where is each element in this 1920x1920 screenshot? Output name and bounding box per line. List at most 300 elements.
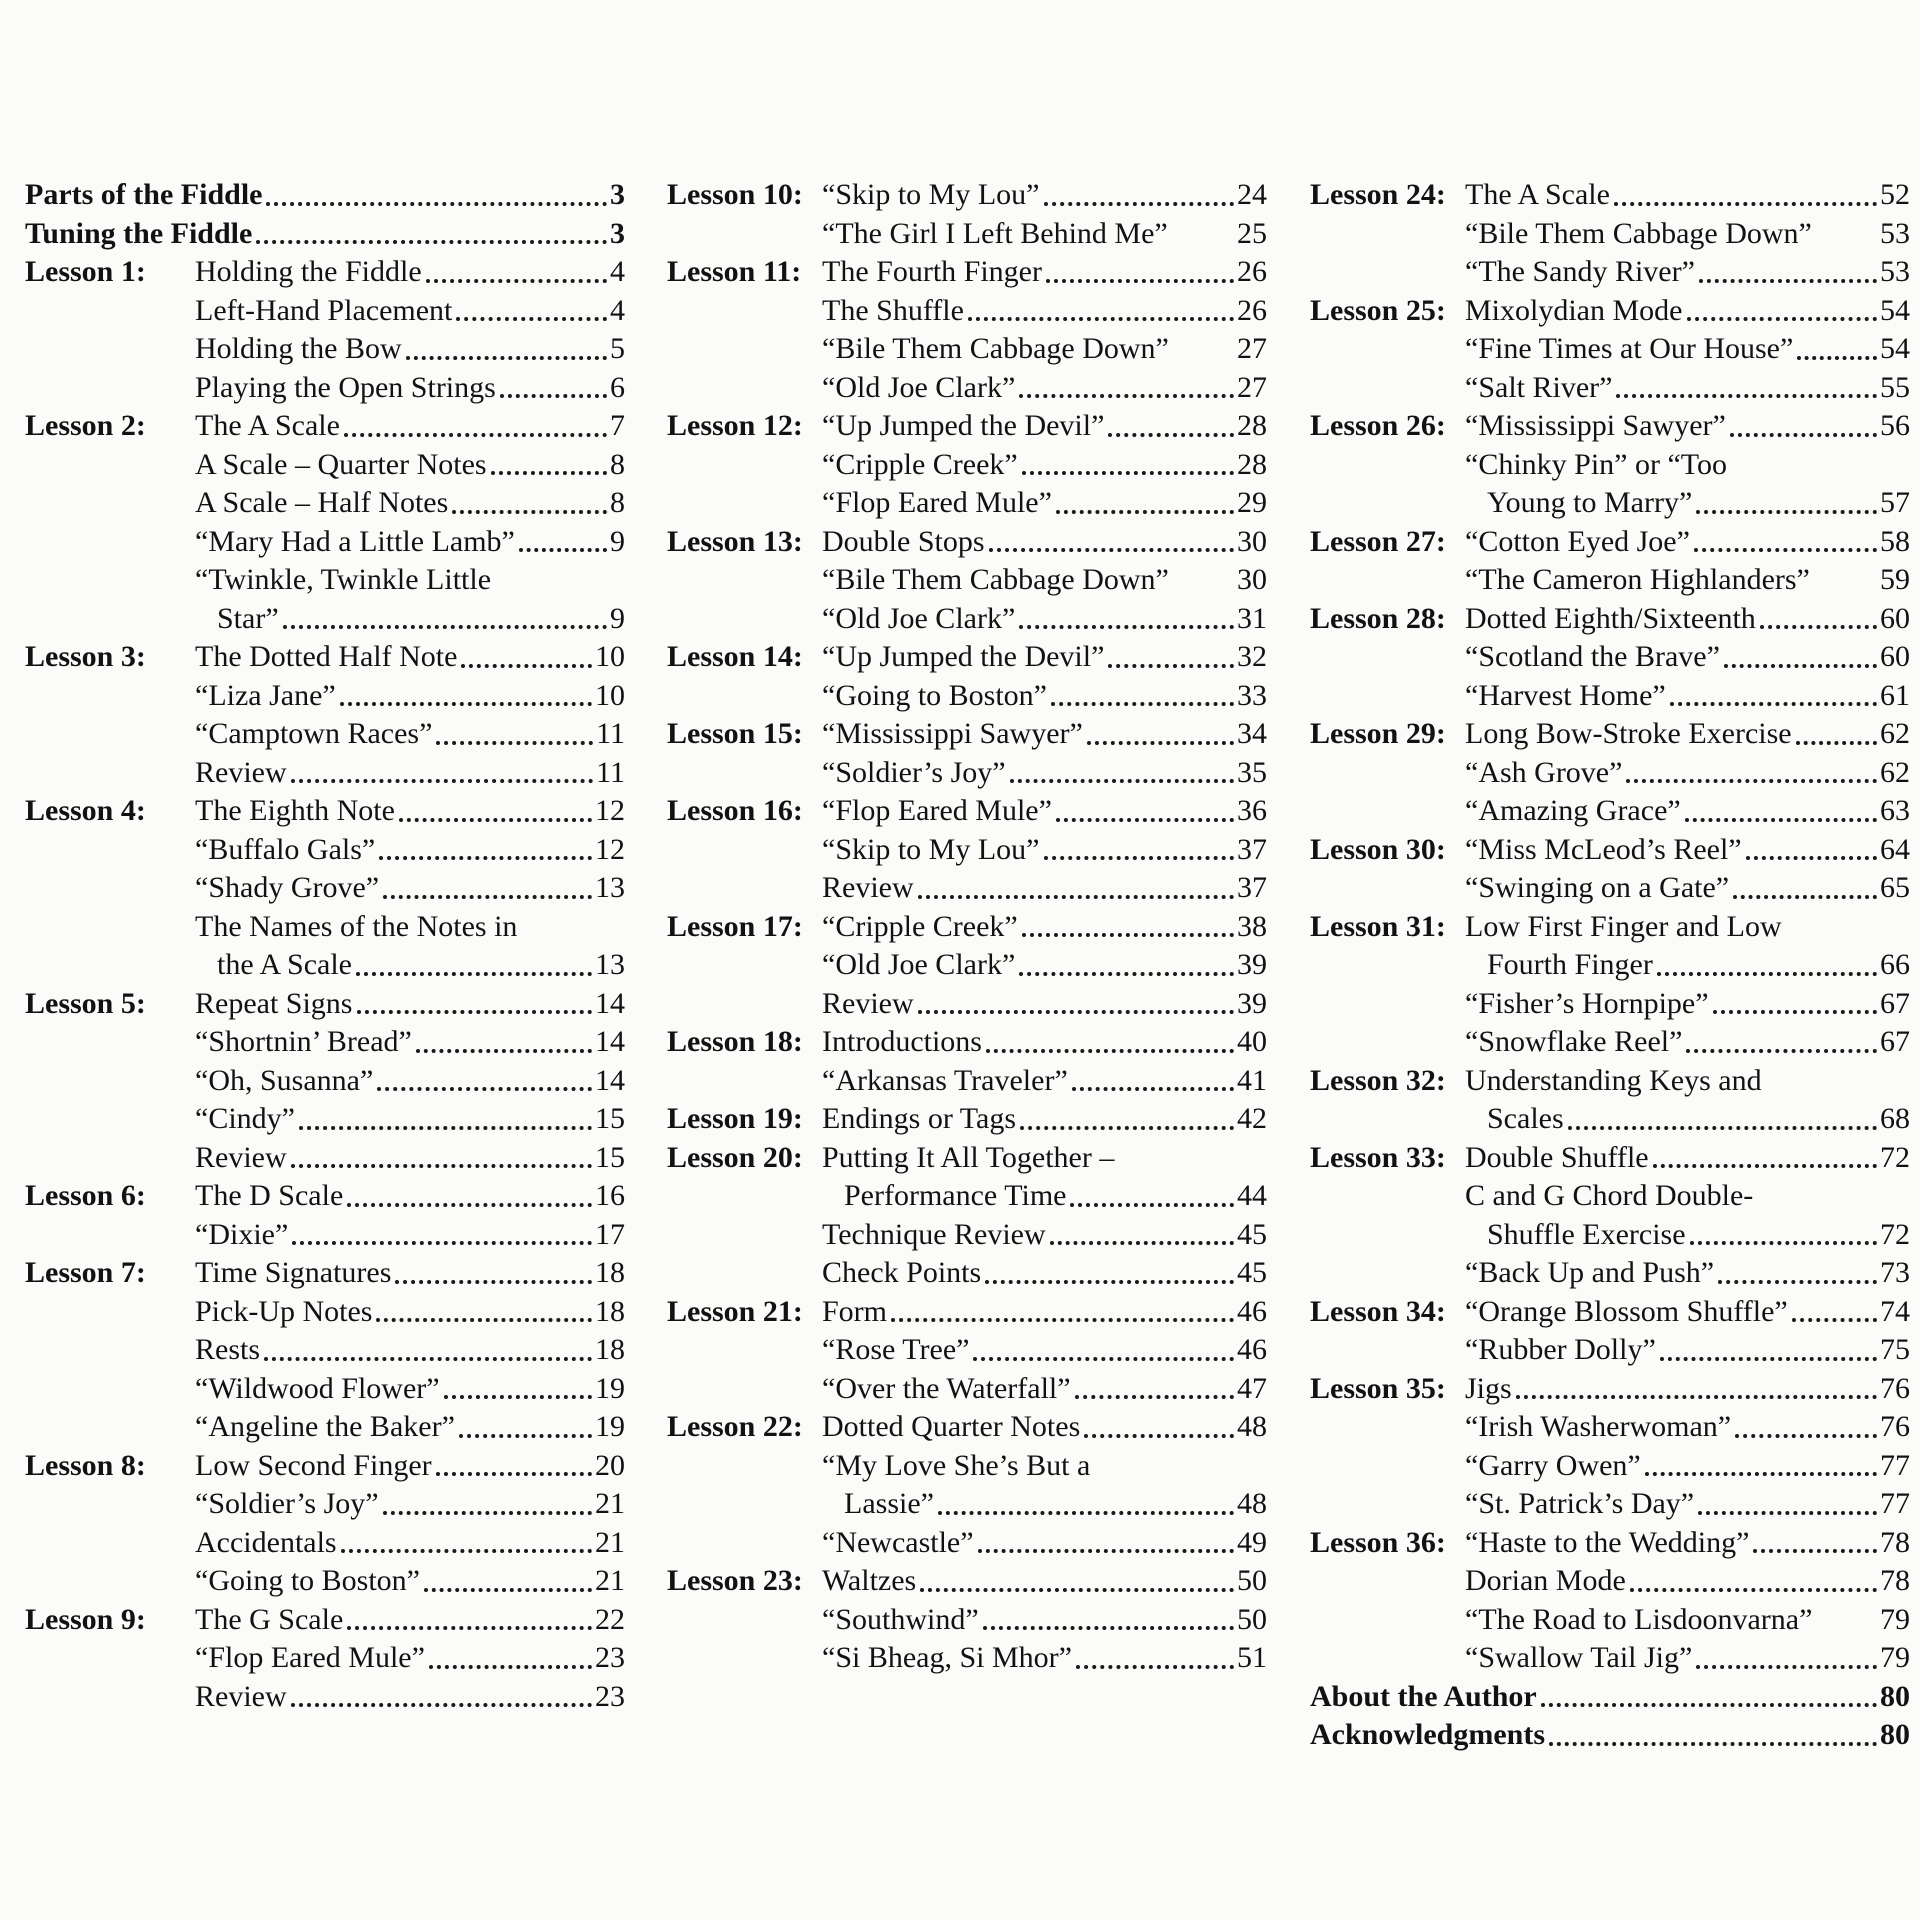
dot-leader [1696,1665,1877,1669]
page-number: 50 [1237,1602,1267,1636]
page-number: 54 [1880,332,1910,365]
toc-row [1310,869,1910,908]
lesson-label: Lesson 30: [1310,832,1446,866]
toc-row [667,1639,1267,1678]
dot-leader [341,1549,592,1553]
lesson-label: Lesson 35: [1310,1371,1446,1405]
toc-row [667,253,1267,292]
lesson-label: Lesson 1: [25,255,146,288]
toc-row [1310,1023,1910,1062]
toc-row [1310,1678,1910,1717]
entry-title: “Orange Blossom Shuffle” [1465,1294,1788,1328]
entry-title: A Scale – Quarter Notes [195,447,487,481]
entry-title: “Swallow Tail Jig” [1465,1641,1693,1674]
label-spacer [667,1216,822,1255]
toc-row [1310,1408,1910,1447]
toc-row [25,561,625,600]
lesson-label: Lesson 14: [667,640,803,673]
toc-row [1310,253,1910,292]
entry-title: The Names of the Notes in [195,909,518,943]
toc-row [667,484,1267,523]
page-number: 77 [1880,1487,1910,1520]
entry-title: Pick-Up Notes [195,1294,373,1328]
label-spacer [25,330,195,369]
label-spacer [25,715,195,754]
dot-leader [1022,471,1234,475]
label-spacer [667,831,822,870]
dot-leader [461,664,592,668]
lesson-label: Lesson 7: [25,1256,146,1289]
label-spacer [667,600,822,639]
toc-row [1310,1331,1910,1370]
lesson-label: Lesson 24: [1310,178,1446,211]
entry-title: “Mississippi Sawyer” [1465,409,1726,442]
label-spacer [1310,1485,1465,1524]
dot-leader [1686,1049,1877,1053]
toc-row [25,1524,625,1563]
label-spacer [1310,677,1465,716]
toc-row [25,792,625,831]
entry-title: “Old Joe Clark” [822,948,1016,981]
entry-title: “Wildwood Flower” [195,1371,440,1405]
entry-title: Double Stops [822,524,985,558]
entry-title: Introductions [822,1025,982,1058]
toc-row [25,215,625,254]
dot-leader [1044,856,1235,860]
page-number: 15 [595,1102,625,1135]
page-number: 53 [1880,216,1910,250]
page-number: 68 [1880,1102,1910,1135]
entry-title: “Bile Them Cabbage Down” [822,332,1169,365]
label-spacer [25,523,195,562]
entry-title: “Shortnin’ Bread” [195,1025,412,1058]
toc-row [667,1100,1267,1139]
toc-row [25,253,625,292]
toc-row [667,1293,1267,1332]
lesson-label: Lesson 28: [1310,601,1446,635]
dot-leader [1735,1434,1877,1438]
dot-leader [1816,1626,1877,1630]
label-spacer [667,561,822,600]
label-spacer [25,484,195,523]
toc-row [25,1485,625,1524]
label-spacer [667,215,822,254]
label-spacer [1310,1100,1465,1139]
page-number: 72 [1880,1217,1910,1251]
entry-title: Putting It All Together – [822,1140,1115,1174]
entry-title: “Mississippi Sawyer” [822,717,1083,750]
entry-title: “Chinky Pin” or “Too [1465,447,1728,481]
dot-leader [1670,702,1877,706]
page-number: 4 [610,255,625,288]
entry-title: “Liza Jane” [195,678,336,712]
label-spacer [1310,638,1465,677]
toc-row [25,1601,625,1640]
dot-leader [429,1665,592,1669]
page-number: 54 [1880,293,1910,327]
label-spacer [25,1370,195,1409]
page-number: 13 [595,871,625,904]
toc-row [25,908,625,947]
entry-title: Holding the Bow [195,332,402,365]
toc-row [667,677,1267,716]
lesson-label: Lesson 33: [1310,1140,1446,1174]
lesson-label: Lesson 9: [25,1602,146,1636]
label-spacer [25,1100,195,1139]
label-spacer [1310,1601,1465,1640]
entry-title: Endings or Tags [822,1102,1017,1135]
entry-title: The Fourth Finger [822,255,1042,288]
toc-row [1310,1485,1910,1524]
entry-title: Playing the Open Strings [195,370,496,404]
label-spacer [667,1331,822,1370]
entry-title: Young to Marry” [1487,486,1693,519]
label-spacer [1310,792,1465,831]
page-number: 26 [1237,255,1267,288]
toc-row [667,176,1267,215]
page-number: 74 [1880,1294,1910,1328]
toc-row [1310,292,1910,331]
page-number: 61 [1880,678,1910,712]
page-number: 76 [1880,1410,1910,1443]
entry-title: “Skip to My Lou” [822,178,1040,211]
dot-leader [1733,895,1877,899]
entry-title: A Scale – Half Notes [195,486,449,519]
entry-title: “Irish Washerwoman” [1465,1410,1732,1443]
dot-leader [383,895,592,899]
label-spacer [1310,1331,1465,1370]
dot-leader [347,1626,592,1630]
page-number: 28 [1237,447,1267,481]
label-spacer [25,908,195,947]
label-spacer [25,561,195,600]
lesson-label: Lesson 15: [667,717,803,750]
toc-row [667,1331,1267,1370]
label-spacer [667,1254,822,1293]
dot-leader [1796,741,1877,745]
dot-leader [292,1241,592,1245]
toc-row [667,908,1267,947]
page-number: 23 [595,1679,625,1713]
entry-title: “Swinging on a Gate” [1465,871,1730,904]
label-spacer [667,1177,822,1216]
toc-row [1310,1254,1910,1293]
label-spacer [667,446,822,485]
entry-title: Review [822,871,914,904]
lesson-label: Lesson 3: [25,640,146,673]
page-number: 13 [595,948,625,981]
toc-row [25,330,625,369]
entry-title: “Going to Boston” [822,678,1047,712]
label-spacer [1310,253,1465,292]
entry-title: Check Points [822,1256,982,1289]
label-spacer [1310,215,1465,254]
dot-leader [1753,1549,1877,1553]
lesson-label: Lesson 6: [25,1179,146,1212]
label-spacer [1310,1447,1465,1486]
toc-row [667,946,1267,985]
page-number: 60 [1880,601,1910,635]
toc-row [25,600,625,639]
dot-leader [1019,625,1234,629]
toc-row [667,1524,1267,1563]
dot-leader [989,548,1234,552]
entry-title: “Skip to My Lou” [822,832,1040,866]
entry-title: Review [822,986,914,1020]
label-spacer [1310,1408,1465,1447]
page-number: 22 [595,1602,625,1636]
page-number: 29 [1237,486,1267,519]
toc-row [1310,1639,1910,1678]
entry-title: “Fisher’s Hornpipe” [1465,986,1709,1020]
toc-row [25,1254,625,1293]
label-spacer [1310,946,1465,985]
toc-row [1310,1216,1910,1255]
lesson-label: Lesson 32: [1310,1063,1446,1097]
toc-row [1310,1447,1910,1486]
entry-title: The Eighth Note [195,794,395,827]
dot-leader [436,741,593,745]
entry-title: “Ash Grove” [1465,755,1623,789]
toc-row [1310,1100,1910,1139]
entry-title: Review [195,755,287,789]
page-number: 18 [595,1294,625,1328]
page-number: 11 [596,755,625,789]
page-number: 10 [595,678,625,712]
label-spacer [1310,985,1465,1024]
page-number: 46 [1237,1333,1267,1366]
lesson-label: Lesson 36: [1310,1525,1446,1559]
page-number: 4 [610,293,625,327]
entry-title: “Oh, Susanna” [195,1063,374,1097]
toc-row [1310,946,1910,985]
dot-leader [968,317,1234,321]
entry-title: Dotted Quarter Notes [822,1410,1081,1443]
entry-title: Dorian Mode [1465,1564,1626,1597]
dot-leader [436,1472,592,1476]
page-number: 18 [595,1256,625,1289]
dot-leader [891,1318,1234,1322]
label-spacer [25,869,195,908]
label-spacer [25,1485,195,1524]
dot-leader [1760,625,1877,629]
page-number: 8 [610,486,625,519]
lesson-label: Lesson 34: [1310,1294,1446,1328]
page-number: 16 [595,1179,625,1212]
page-number: 3 [610,178,625,211]
toc-column-left [25,176,625,1716]
entry-title: “Dixie” [195,1217,289,1251]
page-number: 18 [595,1333,625,1366]
entry-title: Holding the Fiddle [195,255,422,288]
entry-title: “Soldier’s Joy” [195,1487,379,1520]
entry-title: “Flop Eared Mule” [822,486,1052,519]
page-number: 6 [610,370,625,404]
entry-title: Parts of the Fiddle [25,178,263,211]
toc-row [25,1447,625,1486]
entry-title: “The Cameron Highlanders” [1465,563,1810,596]
toc-row [25,754,625,793]
page-number: 37 [1237,871,1267,904]
label-spacer [25,1331,195,1370]
label-spacer [1310,369,1465,408]
entry-title: “Flop Eared Mule” [822,794,1052,827]
toc-column-middle [667,176,1267,1678]
dot-leader [920,1588,1234,1592]
entry-title: “Flop Eared Mule” [195,1641,425,1674]
dot-leader [500,394,607,398]
lesson-label: Lesson 4: [25,794,146,827]
dot-leader [377,1087,592,1091]
label-spacer [25,1678,195,1717]
toc-row [25,1139,625,1178]
page-number: 21 [595,1487,625,1520]
entry-title: Low First Finger and Low [1465,909,1782,943]
dot-leader [491,471,607,475]
entry-title: “Up Jumped the Devil” [822,409,1105,442]
label-spacer [25,754,195,793]
label-spacer [25,1408,195,1447]
label-spacer [1310,1177,1465,1216]
entry-title: “The Road to Lisdoonvarna” [1465,1602,1813,1636]
page-number: 59 [1880,563,1910,596]
toc-row [25,946,625,985]
toc-row [667,638,1267,677]
label-spacer [1310,754,1465,793]
toc-row [1310,985,1910,1024]
dot-leader [291,779,593,783]
dot-leader [986,1049,1234,1053]
page-number: 55 [1880,370,1910,404]
label-spacer [25,292,195,331]
dot-leader [1616,394,1877,398]
dot-leader [383,1511,592,1515]
entry-title: “Twinkle, Twinkle Little [195,563,492,596]
toc-row [25,484,625,523]
dot-leader [395,1280,592,1284]
dot-leader [1010,779,1234,783]
label-spacer [25,1639,195,1678]
toc-row [1310,1562,1910,1601]
dot-leader [340,702,592,706]
dot-leader [1568,1126,1877,1130]
entry-title: “Shady Grove” [195,871,380,904]
dot-leader [376,1318,592,1322]
toc-row [1310,1524,1910,1563]
dot-leader [344,433,607,437]
page-number: 7 [610,409,625,442]
page-number: 46 [1237,1294,1267,1328]
label-spacer [1310,1639,1465,1678]
dot-leader [1019,394,1234,398]
entry-title: “Salt River” [1465,370,1613,404]
label-spacer [667,1485,822,1524]
label-spacer [25,1293,195,1332]
page-number: 45 [1237,1217,1267,1251]
page-number: 64 [1880,832,1910,866]
lesson-label: Lesson 19: [667,1102,803,1135]
toc-row [1310,638,1910,677]
toc-row [667,1601,1267,1640]
page-number: 49 [1237,1525,1267,1559]
toc-row [667,1023,1267,1062]
page-number: 12 [595,794,625,827]
entry-title: “Soldier’s Joy” [822,755,1006,789]
dot-leader [256,240,607,244]
entry-title: “The Girl I Left Behind Me” [822,216,1168,250]
entry-title: “Up Jumped the Devil” [822,640,1105,673]
entry-title: “Scotland the Brave” [1465,640,1720,673]
label-spacer [1310,869,1465,908]
dot-leader [1541,1703,1877,1707]
entry-title: “Angeline the Baker” [195,1410,455,1443]
toc-row [1310,1370,1910,1409]
entry-title: Acknowledgments [1310,1718,1546,1751]
dot-leader [1687,317,1878,321]
page-number: 78 [1880,1525,1910,1559]
dot-leader [1070,1203,1234,1207]
entry-title: The A Scale [195,409,340,442]
page-number: 36 [1237,794,1267,827]
dot-leader [1046,279,1234,283]
dot-leader [1746,856,1877,860]
page-number: 11 [596,717,625,750]
page-number: 35 [1237,755,1267,789]
dot-leader [1696,510,1877,514]
entry-title: “St. Patrick’s Day” [1465,1487,1695,1520]
dot-leader [1713,1010,1877,1014]
page-number: 9 [610,524,625,558]
label-spacer [667,1524,822,1563]
toc-row [667,292,1267,331]
page-number: 26 [1237,293,1267,327]
toc-row [1310,908,1910,947]
toc-row [667,1562,1267,1601]
entry-title: Shuffle Exercise [1487,1217,1686,1251]
page-number: 58 [1880,524,1910,558]
page-number: 79 [1880,1641,1910,1674]
toc-row [25,1177,625,1216]
page-number: 32 [1237,640,1267,673]
page-number: 37 [1237,832,1267,866]
page-number: 76 [1880,1371,1910,1405]
toc-row [667,369,1267,408]
page-number: 3 [610,216,625,250]
entry-title: Mixolydian Mode [1465,293,1683,327]
toc-row [667,446,1267,485]
page-number: 79 [1880,1602,1910,1636]
dot-leader [406,356,607,360]
dot-leader [1173,356,1234,360]
entry-title: “Camptown Races” [195,717,433,750]
dot-leader [1614,202,1877,206]
toc-row [25,1331,625,1370]
entry-title: C and G Chord Double- [1465,1179,1754,1212]
dot-leader [1718,1280,1877,1284]
entry-title: “Rubber Dolly” [1465,1333,1656,1366]
toc-row [1310,407,1910,446]
label-spacer [667,369,822,408]
toc-row [667,330,1267,369]
entry-title: Repeat Signs [195,986,353,1020]
page-number: 38 [1237,909,1267,943]
lesson-label: Lesson 22: [667,1410,803,1443]
label-spacer [667,985,822,1024]
page-number: 39 [1237,986,1267,1020]
entry-title: Review [195,1679,287,1713]
dot-leader [1699,279,1877,283]
dot-leader [973,1357,1234,1361]
